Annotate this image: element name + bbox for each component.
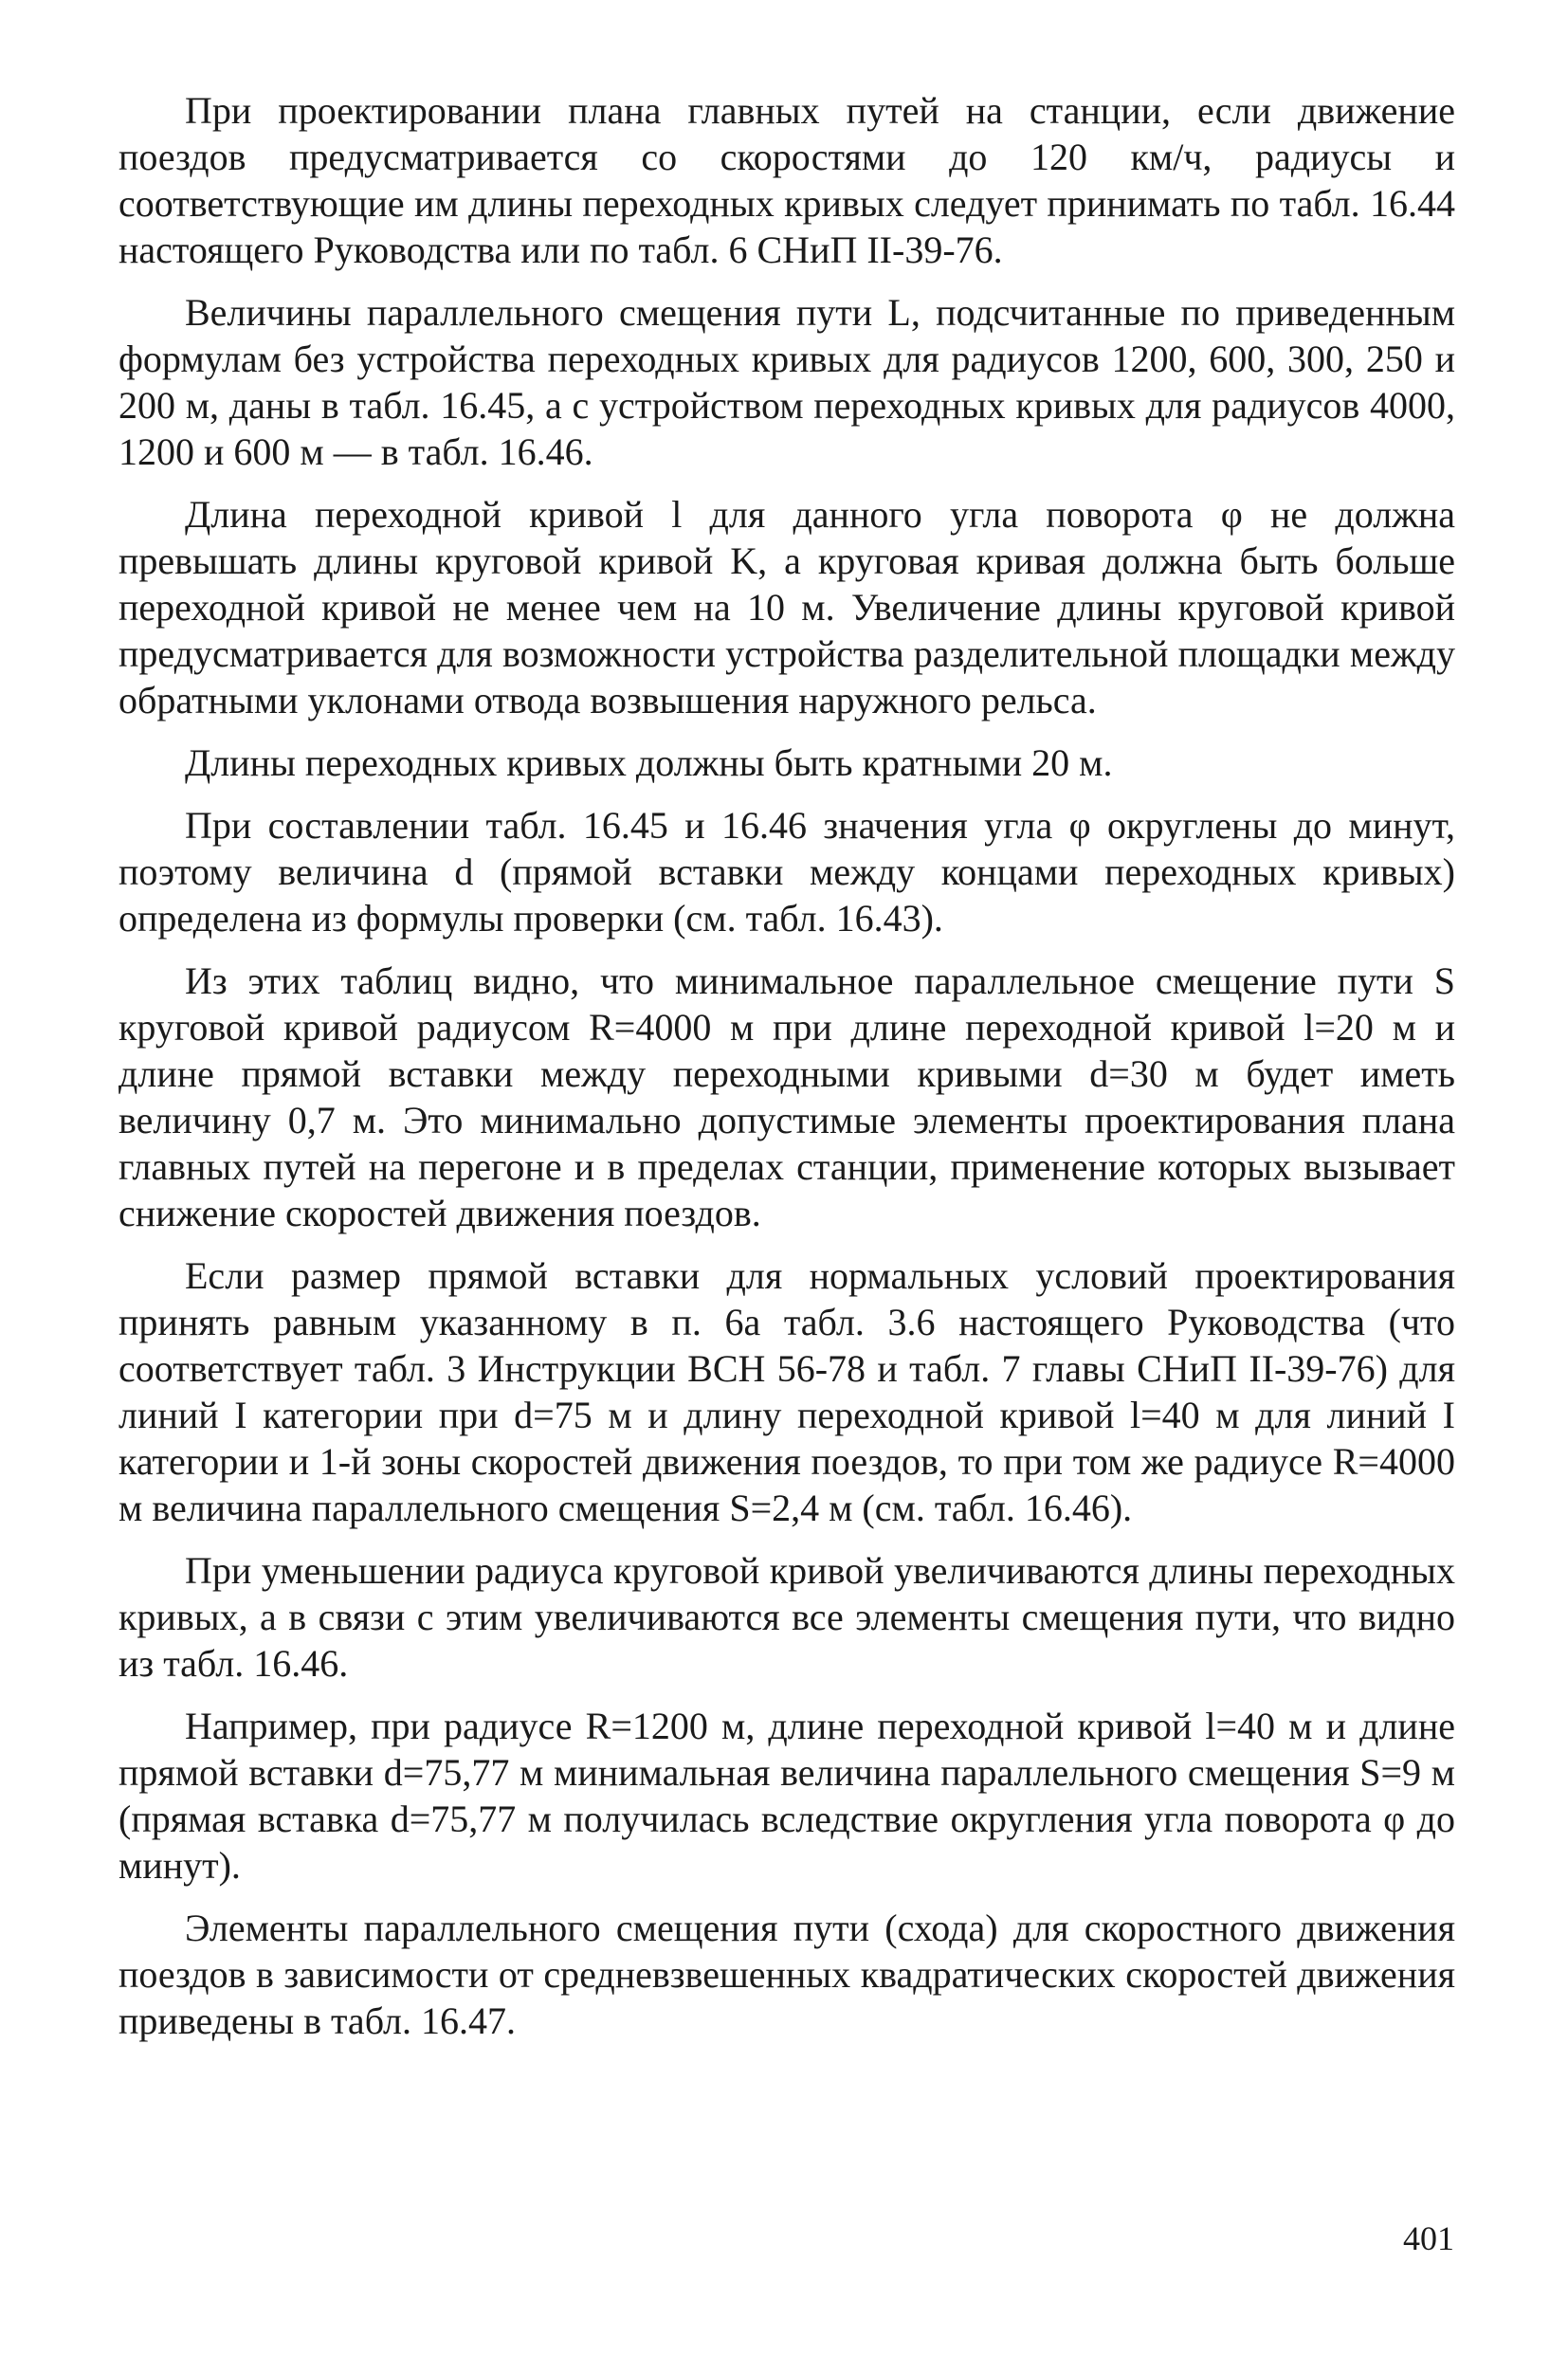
- paragraph-9: Например, при радиусе R=1200 м, длине переходной кривой l=40 м и длине прямой вставки d=75,77 м минимальная величина параллельного смещения S=9 м (прямая вставка d=75,77 м получилась вследствие округления угла поворота φ до минут).: [119, 1705, 1455, 1887]
- paragraph-6: Из этих таблиц видно, что минимальное параллельное смещение пути S круговой кривой радиусом R=4000 м при длине переходной кривой l=20 м и длине прямой вставки между переходными кривыми d=30 м будет иметь величину 0,7 м. Это минимально допустимые элементы проектирования плана главных путей на перегоне и в пределах станции, применение которых вызывает снижение скоростей движения поездов.: [119, 959, 1455, 1234]
- paragraph-3: Длина переходной кривой l для данного угла поворота φ не должна превышать длины круговой кривой K, а круговая кривая должна быть больше переходной кривой не менее чем на 10 м. Увеличение длины круговой кривой предусматривается для возможности устройства разделительной площадки между обратными уклонами отвода возвышения наружного рельса.: [119, 493, 1455, 721]
- page-body: [119, 87, 1455, 2060]
- paragraph-1: При проектировании плана главных путей на станции, если движение поездов предусматривается со скоростями до 120 км/ч, радиусы и соответствующие им длины переходных кривых следует принимать по табл. 16.44 настоящего Руководства или по табл. 6 СНиП II-39-76.: [119, 89, 1455, 271]
- paragraph-2: Величины параллельного смещения пути L, подсчитанные по приведенным формулам без устройства переходных кривых для радиусов 1200, 600, 300, 250 и 200 м, даны в табл. 16.45, а с устройством переходных кривых для радиусов 4000, 1200 и 600 м — в табл. 16.46.: [119, 291, 1455, 473]
- paragraph-7: Если размер прямой вставки для нормальных условий проектирования принять равным указанному в п. 6а табл. 3.6 настоящего Руководства (что соответствует табл. 3 Инструкции ВСН 56-78 и табл. 7 главы СНиП II-39-76) для линий I категории при d=75 м и длину переходной кривой l=40 м для линий I категории и 1-й зоны скоростей движения поездов, то при том же радиусе R=4000 м величина параллельного смещения S=2,4 м (см. табл. 16.46).: [119, 1254, 1455, 1529]
- paragraph-8: При уменьшении радиуса круговой кривой увеличиваются длины переходных кривых, а в связи с этим увеличиваются все элементы смещения пути, что видно из табл. 16.46.: [119, 1549, 1455, 1685]
- paragraph-4: Длины переходных кривых должны быть кратными 20 м.: [185, 741, 1113, 784]
- paragraph-5: При составлении табл. 16.45 и 16.46 значения угла φ округлены до минут, поэтому величина d (прямой вставки между концами переходных кривых) определена из формулы проверки (см. табл. 16.43).: [119, 804, 1455, 940]
- page-number: 401: [1403, 2219, 1454, 2257]
- paragraph-10: Элементы параллельного смещения пути (схода) для скоростного движения поездов в зависимости от средневзвешенных квадратических скоростей движения приведены в табл. 16.47.: [119, 1907, 1455, 2042]
